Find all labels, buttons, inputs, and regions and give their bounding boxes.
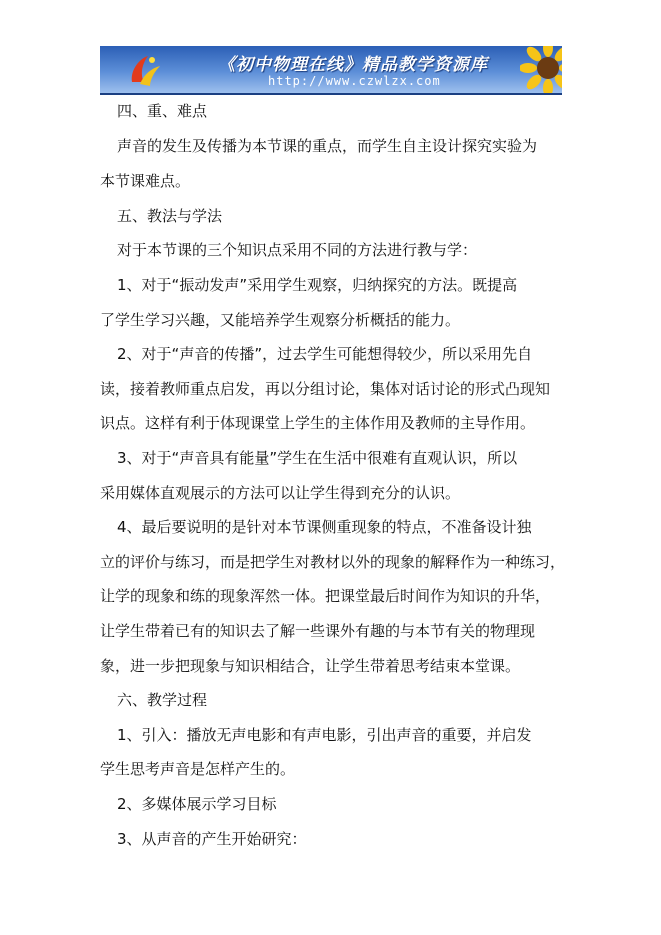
paragraph-line: 识点。这样有利于体现课堂上学生的主体作用及教师的主导作用。 — [100, 414, 536, 432]
heading-methods: 五、教法与学法 — [117, 207, 223, 225]
heading-key-points: 四、重、难点 — [117, 102, 208, 120]
banner-title: 《初中物理在线》精品教学资源库 — [218, 55, 488, 75]
paragraph-line: 本节课难点。 — [100, 172, 191, 190]
paragraph-line: 象，进一步把现象与知识相结合，让学生带着思考结束本堂课。 — [100, 657, 521, 675]
paragraph-line: 3、对于“声音具有能量”学生在生活中很难有直观认识，所以 — [117, 449, 518, 467]
paragraph-line: 对于本节课的三个知识点采用不同的方法进行教与学： — [117, 241, 478, 259]
banner-url[interactable]: http://www.czwlzx.com — [268, 74, 441, 88]
paragraph-line: 2、对于“声音的传播”，过去学生可能想得较少，所以采用先自 — [117, 345, 533, 363]
sunflower-icon — [520, 46, 562, 95]
paragraph-line: 读，接着教师重点启发，再以分组讨论，集体对话讨论的形式凸现知 — [100, 380, 551, 398]
header-banner — [100, 46, 562, 95]
paragraph-line: 1、对于“振动发声”采用学生观察，归纳探究的方法。既提高 — [117, 276, 518, 294]
paragraph-line: 立的评价与练习，而是把学生对教材以外的现象的解释作为一种练习， — [100, 553, 566, 571]
paragraph-line: 4、最后要说明的是针对本节课侧重现象的特点，不准备设计独 — [117, 518, 532, 536]
swoosh-logo-icon — [126, 52, 162, 88]
paragraph-line: 学生思考声音是怎样产生的。 — [100, 760, 296, 778]
heading-teaching-process: 六、教学过程 — [117, 691, 208, 709]
paragraph-line: 采用媒体直观展示的方法可以让学生得到充分的认识。 — [100, 484, 461, 502]
paragraph-line: 1、引入：播放无声电影和有声电影，引出声音的重要，并启发 — [117, 726, 532, 744]
paragraph-line: 让学生带着已有的知识去了解一些课外有趣的与本节有关的物理现 — [100, 622, 536, 640]
paragraph-line: 了学生学习兴趣，又能培养学生观察分析概括的能力。 — [100, 311, 461, 329]
paragraph-line: 2、多媒体展示学习目标 — [117, 795, 277, 813]
paragraph-line: 让学的现象和练的现象浑然一体。把课堂最后时间作为知识的升华， — [100, 587, 551, 605]
paragraph-line: 声音的发生及传播为本节课的重点，而学生自主设计探究实验为 — [117, 137, 538, 155]
paragraph-line: 3、从声音的产生开始研究： — [117, 830, 307, 848]
